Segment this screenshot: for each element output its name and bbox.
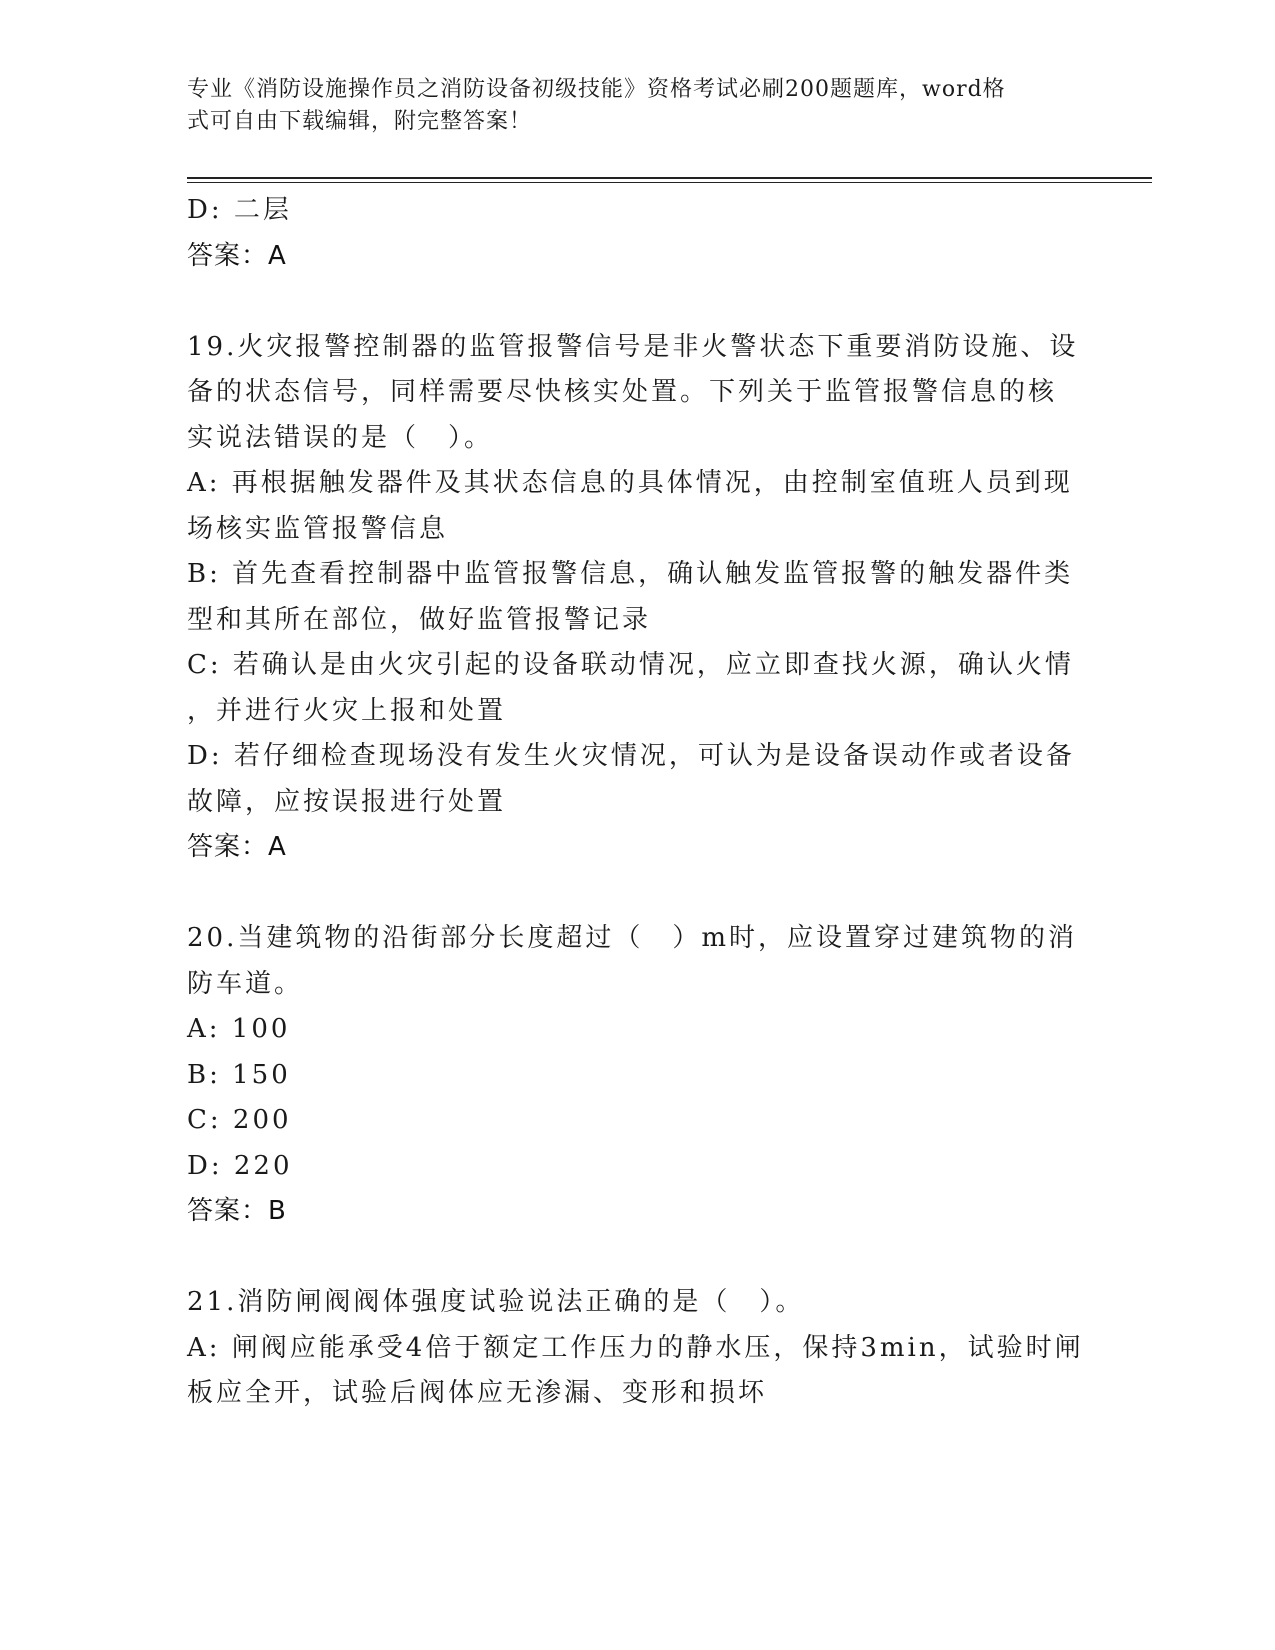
- question-stem-line: 防车道。: [187, 968, 304, 999]
- question-stem-line: 实说法错误的是（ ）。: [187, 422, 494, 453]
- option-a: A: 闸阀应能承受4倍于额定工作压力的静水压，保持3min，试验时闸: [187, 1332, 1084, 1363]
- question-stem-line: 19.火灾报警控制器的监管报警信号是非火警状态下重要消防设施、设: [187, 331, 1079, 362]
- header-line-1: 专业《消防设施操作员之消防设备初级技能》资格考试必刷200题题库，word格: [187, 77, 1006, 102]
- header-divider-thick: [187, 177, 1152, 179]
- question-18-tail: [187, 188, 1087, 279]
- option-d: D: 220: [187, 1150, 293, 1181]
- option-a: A: 再根据触发器件及其状态信息的具体情况，由控制室值班人员到现: [187, 468, 1073, 498]
- option-a-continued: 场核实监管报警信息: [187, 513, 449, 544]
- question-stem-line: 21.消防闸阀阀体强度试验说法正确的是（ ）。: [187, 1287, 805, 1317]
- question-stem-line: 备的状态信号，同样需要尽快核实处置。下列关于监管报警信息的核: [187, 377, 1058, 407]
- option-a-continued: 板应全开，试验后阀体应无渗漏、变形和损坏: [187, 1378, 768, 1408]
- question-stem-line: 20.当建筑物的沿街部分长度超过（ ）m时，应设置穿过建筑物的消: [187, 923, 1078, 953]
- option-b: B: 150: [187, 1059, 291, 1090]
- option-d: D: 二层: [187, 195, 292, 225]
- question-19: [187, 325, 1087, 871]
- header-line-2: 式可自由下载编辑，附完整答案！: [187, 109, 533, 134]
- option-b: B: 首先查看控制器中监管报警信息，确认触发监管报警的触发器件类: [187, 559, 1074, 589]
- answer: 答案：B: [187, 1196, 287, 1226]
- question-20: [187, 916, 1087, 1235]
- document-header: [187, 74, 1067, 138]
- option-b-continued: 型和其所在部位，做好监管报警记录: [187, 604, 652, 635]
- question-21: [187, 1280, 1087, 1417]
- header-divider-thin: [187, 182, 1152, 183]
- option-d-continued: 故障，应按误报进行处置: [187, 786, 507, 817]
- question-list: [187, 188, 1087, 1417]
- option-c: C: 200: [187, 1105, 292, 1135]
- option-d: D: 若仔细检查现场没有发生火灾情况，可认为是设备误动作或者设备: [187, 741, 1075, 771]
- option-c-continued: ，并进行火灾上报和处置: [187, 695, 507, 726]
- answer: 答案：A: [187, 832, 287, 862]
- option-a: A: 100: [187, 1014, 291, 1044]
- answer: 答案：A: [187, 240, 287, 271]
- option-c: C: 若确认是由火灾引起的设备联动情况，应立即查找火源，确认火情: [187, 650, 1074, 680]
